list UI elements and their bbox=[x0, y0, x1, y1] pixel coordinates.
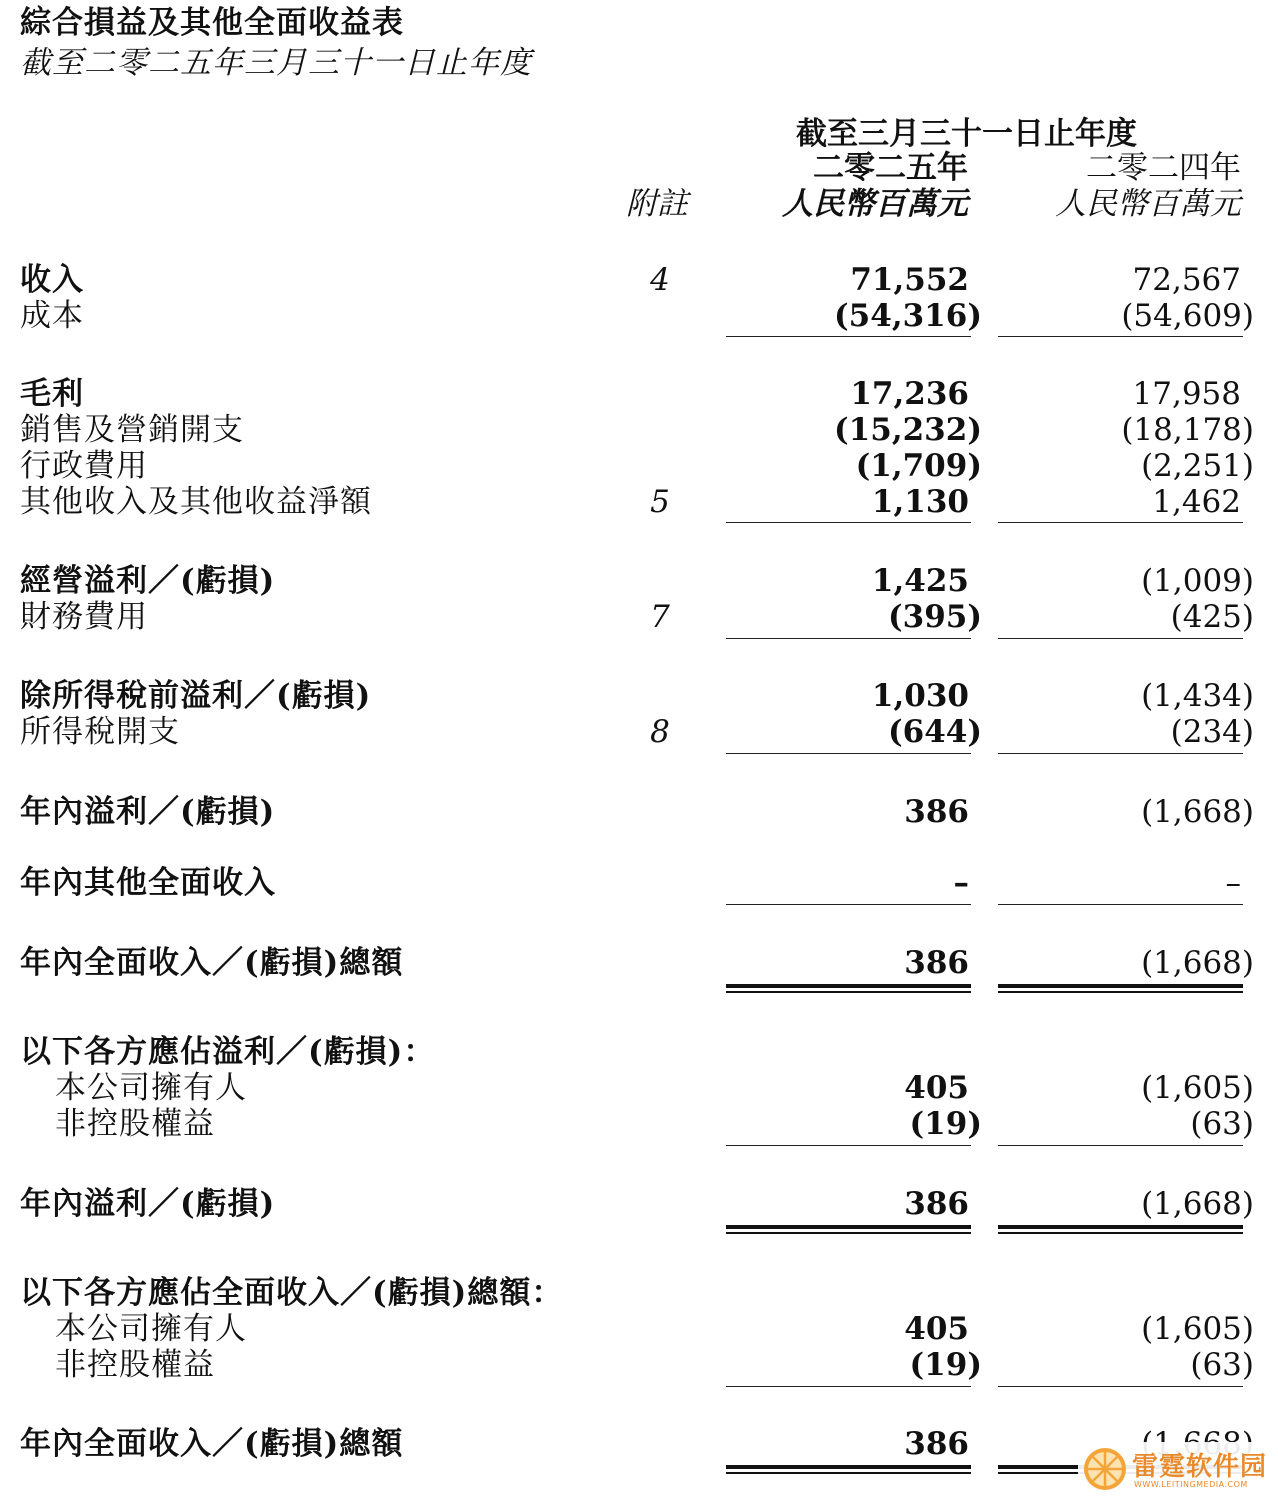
value-2024: 1,462 bbox=[1152, 484, 1241, 520]
row-label: 經營溢利／(虧損) bbox=[20, 563, 276, 599]
orange-slice-icon bbox=[1082, 1446, 1128, 1492]
row-label: 其他收入及其他收益淨額 bbox=[20, 484, 372, 520]
year-2025-header: 二零二五年 bbox=[813, 150, 968, 186]
subtotal-rule bbox=[998, 638, 1243, 639]
subtotal-rule bbox=[726, 1386, 971, 1387]
value-2025: 71,552 bbox=[850, 262, 969, 298]
value-2024: (1,434) bbox=[1141, 678, 1254, 714]
row-label: 非控股權益 bbox=[55, 1347, 215, 1383]
subtotal-rule bbox=[726, 1145, 971, 1146]
row-non-controlling-interests bbox=[0, 1106, 1278, 1142]
row-label: 銷售及營銷開支 bbox=[20, 412, 244, 448]
row-other-comprehensive-income bbox=[0, 865, 1278, 901]
row-label: 以下各方應佔溢利／(虧損)： bbox=[20, 1034, 436, 1070]
unit-2024-header: 人民幣百萬元 bbox=[1055, 186, 1241, 222]
note-column-header: 附註 bbox=[626, 186, 688, 222]
row-label: 所得稅開支 bbox=[20, 714, 180, 750]
row-label: 除所得稅前溢利／(虧損) bbox=[20, 678, 372, 714]
value-2024: (63) bbox=[1190, 1347, 1254, 1383]
value-2024: (1,668) bbox=[1141, 945, 1254, 981]
subtotal-rule bbox=[726, 522, 971, 523]
subtotal-rule bbox=[726, 336, 971, 337]
row-label: 本公司擁有人 bbox=[55, 1070, 247, 1106]
row-note: 8 bbox=[650, 714, 670, 750]
subtotal-rule bbox=[998, 904, 1243, 905]
row-profit-attributable-heading bbox=[0, 1034, 1278, 1070]
value-2025: (15,232) bbox=[834, 412, 982, 448]
subtotal-rule bbox=[998, 336, 1243, 337]
row-label: 本公司擁有人 bbox=[55, 1311, 247, 1347]
value-2025: (1,709) bbox=[855, 448, 982, 484]
value-2025: 405 bbox=[904, 1070, 969, 1106]
value-2025: 386 bbox=[904, 1426, 969, 1462]
row-profit-before-tax bbox=[0, 678, 1278, 714]
row-label: 年內溢利／(虧損) bbox=[20, 794, 276, 830]
value-2024: (1,605) bbox=[1141, 1311, 1254, 1347]
row-admin-expenses bbox=[0, 448, 1278, 484]
value-2024: (2,251) bbox=[1141, 448, 1254, 484]
row-label: 非控股權益 bbox=[55, 1106, 215, 1142]
subtotal-rule bbox=[726, 753, 971, 754]
value-2024: (18,178) bbox=[1121, 412, 1254, 448]
value-2024: (1,668) bbox=[1141, 794, 1254, 830]
value-2025: 17,236 bbox=[850, 376, 969, 412]
row-label: 成本 bbox=[20, 298, 84, 334]
value-2025: (19) bbox=[909, 1106, 982, 1142]
row-profit-for-year-total bbox=[0, 1186, 1278, 1222]
row-tci-attributable-heading bbox=[0, 1275, 1278, 1311]
statement-subtitle: 截至二零二五年三月三十一日止年度 bbox=[20, 45, 532, 81]
value-2025: (19) bbox=[909, 1347, 982, 1383]
period-header: 截至三月三十一日止年度 bbox=[796, 116, 1137, 152]
total-double-rule bbox=[726, 984, 971, 993]
row-operating-profit bbox=[0, 563, 1278, 599]
watermark-name: 雷霆软件园 bbox=[1132, 1452, 1268, 1482]
value-2024: (54,609) bbox=[1121, 298, 1254, 334]
row-revenue bbox=[0, 262, 1278, 298]
row-label: 財務費用 bbox=[20, 599, 148, 635]
value-2024: (234) bbox=[1170, 714, 1254, 750]
value-2025: 1,425 bbox=[871, 563, 969, 599]
row-owners-of-company bbox=[0, 1070, 1278, 1106]
value-2024: (425) bbox=[1170, 599, 1254, 635]
row-label: 收入 bbox=[20, 262, 84, 298]
row-label: 年內其他全面收入 bbox=[20, 865, 276, 901]
watermark bbox=[1078, 1442, 1278, 1496]
year-2024-header: 二零二四年 bbox=[1086, 150, 1241, 186]
value-2024: (63) bbox=[1190, 1106, 1254, 1142]
value-2024: 17,958 bbox=[1132, 376, 1241, 412]
row-note: 5 bbox=[650, 484, 670, 520]
value-2025: 1,130 bbox=[871, 484, 969, 520]
subtotal-rule bbox=[998, 1386, 1243, 1387]
subtotal-rule bbox=[998, 1145, 1243, 1146]
row-other-income bbox=[0, 484, 1278, 520]
value-2025: (644) bbox=[887, 714, 982, 750]
value-2025: (395) bbox=[887, 599, 982, 635]
total-double-rule bbox=[726, 1225, 971, 1234]
row-note: 4 bbox=[650, 262, 670, 298]
watermark-site: WWW.LEITINGMEDIA.COM bbox=[1134, 1480, 1248, 1489]
value-2024: 72,567 bbox=[1132, 262, 1241, 298]
row-label: 毛利 bbox=[20, 376, 84, 412]
value-2025: (54,316) bbox=[834, 298, 982, 334]
subtotal-rule bbox=[726, 904, 971, 905]
row-total-comprehensive-income bbox=[0, 945, 1278, 981]
value-2025: 386 bbox=[904, 1186, 969, 1222]
value-2025: – bbox=[953, 865, 969, 901]
value-2024: (1,009) bbox=[1141, 563, 1254, 599]
row-selling-expenses bbox=[0, 412, 1278, 448]
row-label: 年內全面收入／(虧損)總額 bbox=[20, 945, 404, 981]
total-double-rule bbox=[726, 1465, 971, 1474]
statement-title: 綜合損益及其他全面收益表 bbox=[20, 5, 404, 41]
value-2024: (1,668) bbox=[1141, 1186, 1254, 1222]
value-2024: – bbox=[1225, 865, 1241, 901]
row-owners-of-company bbox=[0, 1311, 1278, 1347]
value-2025: 405 bbox=[904, 1311, 969, 1347]
total-double-rule bbox=[998, 984, 1243, 993]
value-2024: (1,605) bbox=[1141, 1070, 1254, 1106]
row-income-tax bbox=[0, 714, 1278, 750]
row-note: 7 bbox=[650, 599, 670, 635]
unit-2025-header: 人民幣百萬元 bbox=[782, 186, 968, 222]
subtotal-rule bbox=[998, 753, 1243, 754]
row-label: 年內溢利／(虧損) bbox=[20, 1186, 276, 1222]
row-label: 年內全面收入／(虧損)總額 bbox=[20, 1426, 404, 1462]
row-profit-for-year bbox=[0, 794, 1278, 830]
row-gross-profit bbox=[0, 376, 1278, 412]
row-cost bbox=[0, 298, 1278, 334]
value-2025: 1,030 bbox=[871, 678, 969, 714]
subtotal-rule bbox=[998, 522, 1243, 523]
total-double-rule bbox=[998, 1225, 1243, 1234]
row-non-controlling-interests bbox=[0, 1347, 1278, 1383]
value-2025: 386 bbox=[904, 794, 969, 830]
subtotal-rule bbox=[726, 638, 971, 639]
row-finance-costs bbox=[0, 599, 1278, 635]
value-2025: 386 bbox=[904, 945, 969, 981]
row-label: 行政費用 bbox=[20, 448, 148, 484]
row-label: 以下各方應佔全面收入／(虧損)總額： bbox=[20, 1275, 564, 1311]
